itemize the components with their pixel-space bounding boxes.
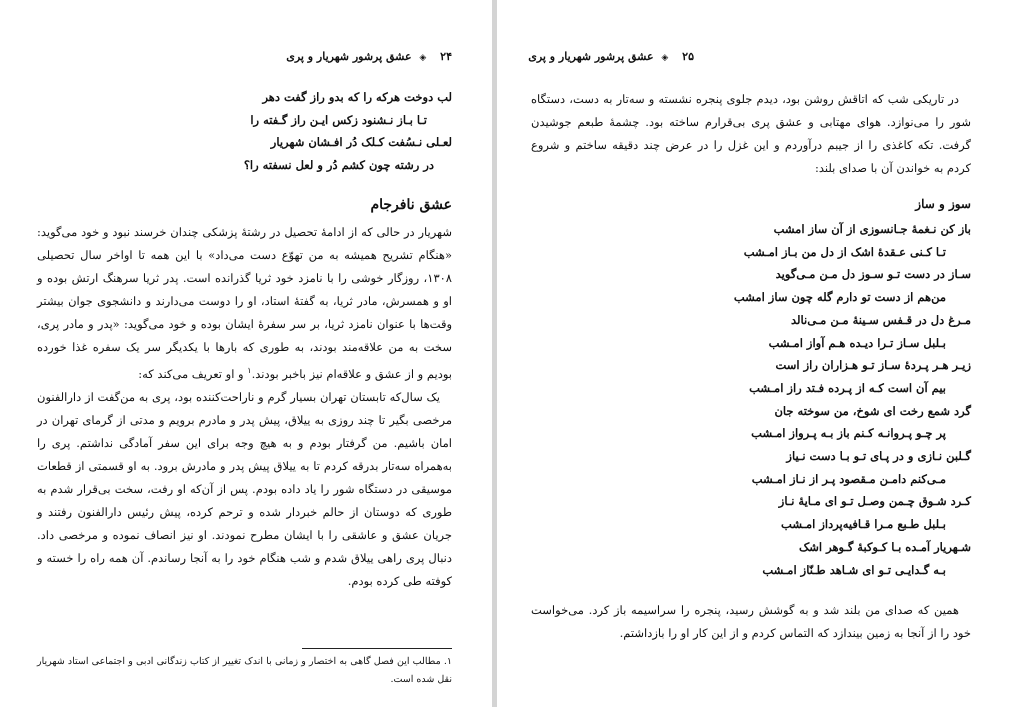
poem-line: زیـر هـر پـردۀ سـاز تـو هـزاران راز است [775,358,971,373]
footnote-marker: ۱ [247,365,252,375]
page-header [528,50,694,63]
paragraph-text: شهریار در حالی که از ادامۀ تحصیل در رشتۀ پزشکی چندان خرسند نبود و خود می‌گوید: «هنگام تشریح همیشه به من تهوّع دست می‌داد» با این همه تا اواخر سال تحصیلی ۱۳۰۸، روزگار خوشی را با نامزد خود ثریا گذرانده است. پدر ثریا سرهنگ ارتش بوده و او و همسرش، مادر ثریا، به گفتۀ استاد، او را دوست می‌دارند و دانشجوی جوان بیشتر وقت‌ها با عنوان نامزد ثریا، بر سر سفرۀ ایشان بوده و خود می‌گوید: «پدر و مادر پری، سخت به من علاقه‌مند بودند، به طوری که بارها با یکدیگر سر یک سفره غذا خورده بودیم و از عشق و علاقه‌ام نیز باخبر بودند. [37,224,452,381]
poem-line: در رشته چون کشم دُر و لعل نسفته را؟ [243,158,434,173]
poem-line: لب دوخت هرکه را که بدو راز گفت دهر [262,90,452,104]
paragraph-text: و او تعریف می‌کند که: [138,366,248,381]
diamond-ornament-icon: ◈ [661,53,669,63]
page-number: ۲۴ [440,50,452,63]
poem-title: سوز و ساز [915,197,971,211]
page-header [286,50,452,63]
poem [531,218,971,581]
section-title: عشق نافرجام [370,196,452,213]
poem-line: گرد شمع رخت ای شوخ، من سوخته جان [774,403,971,418]
poem-line: مـرغ دل در قـفس سـینۀ مـن مـی‌نالد [790,312,971,327]
poem-line: مـی‌کنم دامـن مـقصود پـر از نـاز امـشب [751,471,946,486]
poem-line: گـلبن نـازی و در پـای تـو بـا دست نـیاز [786,449,971,464]
poem-top [37,86,452,177]
poem-line: سـاز در دست تـو سـوز دل مـن مـی‌گوید [775,267,971,282]
paragraph: یک سال‌که تابستان تهران بسیار گرم و ناراحت‌کننده بود، پری به من‌گفت از دارالفنون مرخصی بگیر تا چند روزی به ییلاق، پیش پدر و مادرم برویم و مدتی از گرمای تهران در امان باشیم. من گرفتار بودم و به هیچ وجه برای این سفر آمادگی نداشتم. پری را به‌همراه سه‌تار بدرقه کردم تا به ییلاق پیش پدر و مادرش برود. به او قسمتی از قطعات موسیقی در دستگاه شور را یاد داده بودم. پس از آن‌که او رفت، سخت بی‌قرار شدم به طوری که دوستان از حالم خبردار شده و ترحم کرده، پیش رئیس دارالفنون رفتند و جریان عشق و عاشقی را با ایشان مطرح نمودند. او نیز انصاف نموده و مرخصی داد. دنبال پری راهی ییلاق شدم و شب هنگام خود را به آنجا رساندم. آن همه راه را خسته و کوفته طی کرده بودم. [37,389,452,588]
diamond-ornament-icon: ◈ [419,53,427,63]
footnote-divider [302,648,452,649]
poem-line: بـلبل سـاز تـرا دیـده هـم آواز امـشب [768,335,946,350]
paragraph: همین که صدای من بلند شد و به گوشش رسید، پنجره را سراسیمه باز کرد. می‌خواست خود را از آنجا به زمین بیندازد که التماس کردم و از این کار او را بازداشتم. [531,603,971,641]
poem-line: من‌هم از دست تو دارم گله چون ساز امشب [733,290,946,305]
footnote: ۱. مطالب این فصل گاهی به اختصار و زمانی با اندک تغییر از کتاب زندگانی ادبی و اجتماعی استاد شهریار نقل شده است. [37,656,452,685]
poem-line: تـا کـنی عـقدۀ اشک از دل من بـاز امـشب [743,244,946,259]
page-body [37,86,452,593]
poem-line: کـرد شـوق چـمن وصـل تـو ای مـایۀ نـاز [778,494,971,509]
poem-line: بـه گـدایـی تـو ای شـاهد طـنّاز امـشب [762,562,946,577]
poem-line: تـا بـاز نـشنود زکس ایـن راز گـفته را [250,112,427,127]
book-page-right [497,0,1021,707]
poem-line: بیم آن است کـه از پـرده فـتد راز امـشب [749,380,946,395]
paragraph: در تاریکی شب که اتاقش روشن بود، دیدم جلوی پنجره نشسته و سه‌تار به دست، دستگاه شور را می‌نوازد. هوای مهتابی و عشق پری بی‌قرارم ساخته بود. چشمۀ طبعم جوشیدن گرفت. تکه کاغذی را از جیبم درآوردم و این غزل را در عرض چند دقیقه ساختم و شروع کردم به خواندن آن با صدای بلند: [531,92,971,175]
poem-line: باز کن نـغمۀ جـانسوزی از آن ساز امشب [773,222,971,236]
paragraph [37,221,452,386]
running-title: عشق پرشور شهریار و پری [528,50,654,63]
running-title: عشق پرشور شهریار و پری [286,50,412,63]
poem-line: پر چـو پـروانـه کـنم باز بـه پـرواز امـشب [751,426,946,441]
book-page-left [0,0,492,707]
page-number: ۲۵ [682,50,694,63]
page-body [531,88,971,645]
poem-line: لعـلی نـسُفت کـلک دُر افـشان شهریار [270,135,452,150]
poem-line: بـلبل طـبع مـرا قـافیه‌پرداز امـشب [781,517,946,532]
poem-line: شـهریار آمـده بـا کـوکبۀ گـوهر اشک [798,539,971,554]
